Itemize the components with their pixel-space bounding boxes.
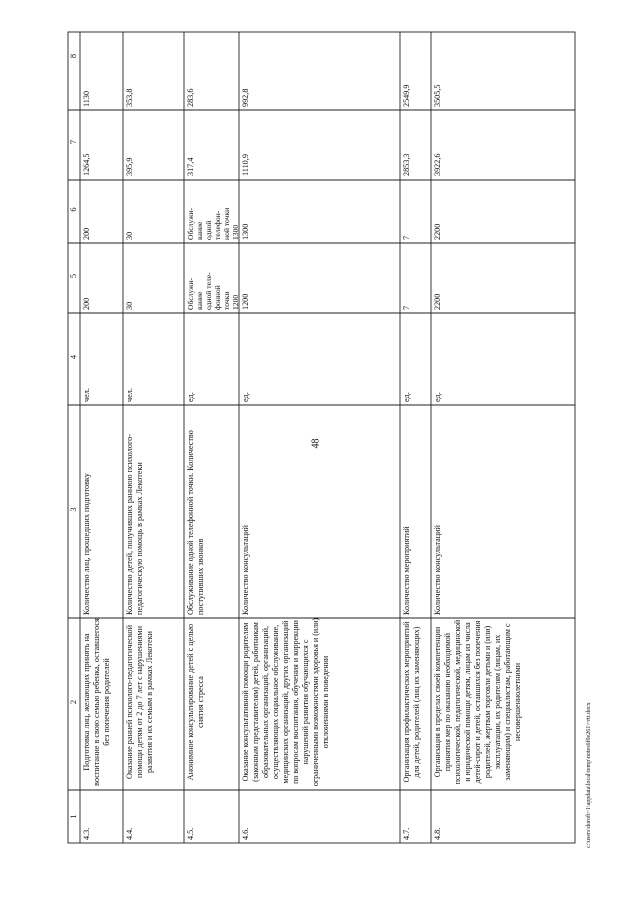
row-4-7-indicator: Количество мероприятий (402, 526, 411, 615)
header-col-6: 6 (69, 207, 78, 212)
row-4-8-total: 3505,5 (433, 84, 442, 107)
row-4-5-total: 283,6 (186, 88, 195, 107)
row-4-8-unit: ед. (433, 392, 442, 402)
row-4-4-y1: 30 (125, 301, 134, 310)
row-4-5-num: 4.5. (186, 827, 195, 840)
row-4-7-service: Организация профилактических мероприятий для детей, родителей (лиц их заменяющих) (402, 621, 422, 783)
row-4-4-total: 353,8 (125, 88, 134, 107)
row-4-4-num: 4.4. (125, 827, 134, 840)
row-4-6-indicator: Количество консультаций (241, 525, 250, 615)
row-4-3-total: 1130 (82, 90, 91, 107)
row-4-6-service: Оказание консультативной помощи родителям (законным представителям) детей, работникам образовательных организаций, организаций, осуществляющих социальное обслуживание, медицинских организаций, других организаций по вопросам воспитания, обучения и коррекции нарушений развития обучающихся с ограниченными возможностями здоровья и (или) отклонениями в поведении (241, 617, 330, 787)
row-4-4-cost: 395,9 (125, 157, 134, 176)
row-4-6-cost: 1110,9 (241, 154, 250, 176)
row-4-8-num: 4.8. (433, 827, 442, 840)
row-4-7-y2: 7 (402, 235, 411, 240)
row-4-5-y2: Обслужи- вание одной телефон- ной точки 1300 (186, 207, 240, 240)
row-4-7-total: 2549,9 (402, 84, 411, 107)
row-4-4-indicator: Количество детей, получивших раннюю психолого-педагогическую помощь в рамках Лекотеки (125, 434, 145, 615)
row-4-8-indicator: Количество консультаций (433, 525, 442, 615)
header-col-2: 2 (69, 699, 78, 705)
row-4-5-cost: 317,4 (186, 157, 195, 176)
row-4-8-service: Организация в пределах своей компетенции принятия мер по оказанию необходимой психологической, педагогической, медицинской и юридической помощи детям, лицам из числа детей-сирот и детей, оставшихся без попечения родителей, жертвам торговли детьми и (или) эксплуатации, их родителям (лицам, их заменяющим) и специалистам, работающим с несовершеннолетними (433, 619, 522, 785)
row-4-5-service: Анонимное консультирование детей с целью снятия стресса (186, 623, 206, 781)
row-4-4-unit: чел. (125, 388, 134, 402)
row-4-3-y2: 200 (82, 227, 91, 240)
row-4-6-y2: 1300 (241, 223, 250, 240)
row-4-5-indicator: Обслуживание одной телефонной точки. Количество поступивших звонков (186, 430, 206, 615)
row-4-3-num: 4.3. (82, 827, 91, 840)
row-4-7-cost: 2853,3 (402, 153, 411, 176)
row-4-5-unit: ед. (186, 392, 195, 402)
row-4-6-num: 4.6. (241, 827, 250, 840)
row-4-6-total: 992,8 (241, 88, 250, 107)
row-4-6-y1: 1200 (241, 293, 250, 310)
page-number: 48 (310, 438, 322, 449)
row-4-8-y2: 2200 (433, 223, 442, 240)
row-4-3-y1: 200 (82, 297, 91, 310)
header-col-7: 7 (69, 139, 78, 145)
header-col-3: 3 (69, 507, 78, 512)
row-4-3-indicator: Количество лиц, прошедших подготовку (82, 473, 91, 615)
header-col-4: 4 (69, 354, 78, 360)
row-4-7-unit: ед. (402, 392, 411, 402)
row-4-3-cost: 1264,5 (82, 153, 91, 176)
row-4-4-service: Оказание ранней психолого-педагогической помощи детям от 2 до 7 лет с нарушениями развития и их семьям в рамках Лекотеки (125, 625, 155, 779)
row-4-3-unit: чел. (82, 388, 91, 402)
row-4-6-unit: ед. (241, 392, 250, 402)
row-4-3-service: Подготовка лиц, желающих принять на воспитание в свою семью ребенка, оставшегося без попечения родителей (82, 618, 112, 786)
header-col-8: 8 (69, 53, 78, 59)
row-4-4-y2: 30 (125, 231, 134, 240)
row-4-7-y1: 7 (402, 305, 411, 310)
header-col-5: 5 (69, 273, 78, 279)
row-4-7-num: 4.7. (402, 827, 411, 840)
row-4-5-y1: Обслужи- вание одной теле- фонной точки 1200 (186, 272, 240, 310)
header-col-1: 1 (69, 814, 78, 819)
row-4-8-y1: 2200 (433, 293, 442, 310)
row-4-8-cost: 3922,6 (433, 153, 442, 176)
